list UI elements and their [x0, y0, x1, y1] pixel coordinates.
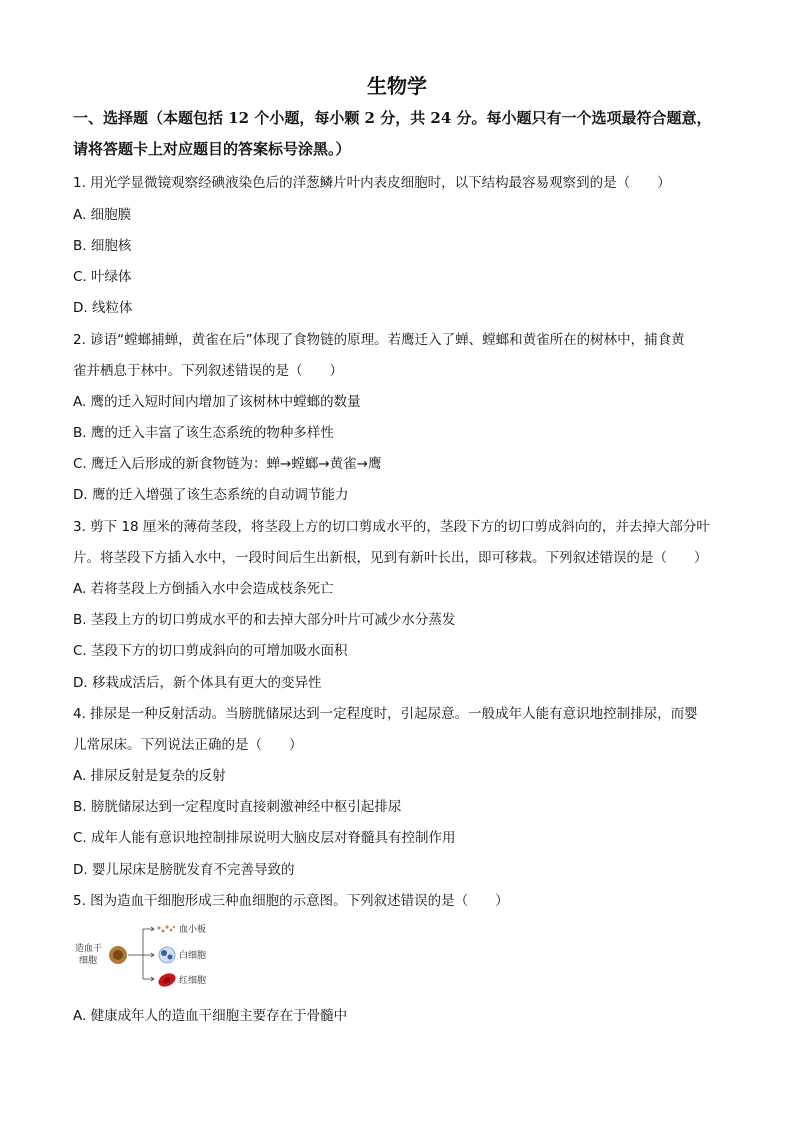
page-title: 生物学 [367, 74, 427, 98]
question-4-option-b[interactable]: B. 膀胱储尿达到一定程度时直接刺激神经中枢引起排尿 [73, 799, 402, 815]
section-heading-line-1: 一、选择题（本题包括 12 个小题，每小颗 2 分，共 24 分。每小题只有一个选项最符合题意， [73, 109, 712, 127]
white-blood-cell-icon [159, 947, 175, 963]
platelet-icon [157, 925, 175, 932]
question-2-option-a[interactable]: A. 鹰的迁入短时间内增加了该树林中螳螂的数量 [73, 394, 361, 410]
question-4-option-a[interactable]: A. 排尿反射是复杂的反射 [73, 768, 226, 784]
diagram-target-rbc: 红细胞 [179, 976, 207, 986]
question-3-option-a[interactable]: A. 若将茎段上方倒插入水中会造成枝条死亡 [73, 581, 334, 597]
question-3-stem-line-1: 3. 剪下 18 厘米的薄荷茎段，将茎段上方的切口剪成水平的，茎段下方的切口剪成斜向的，并去掉大部分叶 [73, 519, 710, 535]
question-4-option-c[interactable]: C. 成年人能有意识地控制排尿说明大脑皮层对脊髓具有控制作用 [73, 830, 456, 846]
question-5-option-a[interactable]: A. 健康成年人的造血干细胞主要存在于骨髓中 [73, 1008, 348, 1024]
stem-cell-icon [109, 946, 127, 964]
question-1-option-a[interactable]: A. 细胞膜 [73, 207, 132, 223]
diagram-target-wbc: 白细胞 [179, 951, 207, 961]
question-3-stem-line-2: 片。将茎段下方插入水中，一段时间后生出新根，见到有新叶长出，即可移栽。下列叙述错误的是（ ） [73, 550, 708, 566]
question-1-option-b[interactable]: B. 细胞核 [73, 238, 132, 254]
question-4-stem-line-1: 4. 排尿是一种反射活动。当膀胱储尿达到一定程度时，引起尿意。一般成年人能有意识地控制排尿，而婴 [73, 706, 698, 722]
question-1-option-d[interactable]: D. 线粒体 [73, 300, 133, 316]
question-2-stem-line-1: 2. 谚语“螳螂捕蝉，黄雀在后”体现了食物链的原理。若鹰迁入了蝉、螳螂和黄雀所在的树林中，捕食黄 [73, 332, 685, 348]
diagram-target-platelet: 血小板 [179, 925, 207, 935]
diagram-source-label-2: 细胞 [79, 956, 98, 966]
question-3-option-c[interactable]: C. 茎段下方的切口剪成斜向的可增加吸水面积 [73, 643, 348, 659]
blood-cell-diagram [73, 915, 243, 995]
question-4-option-d[interactable]: D. 婴儿尿床是膀胱发育不完善导致的 [73, 862, 295, 878]
question-2-option-b[interactable]: B. 鹰的迁入丰富了该生态系统的物种多样性 [73, 425, 334, 441]
question-2-option-d[interactable]: D. 鹰的迁入增强了该生态系统的自动调节能力 [73, 487, 349, 503]
question-3-option-d[interactable]: D. 移栽成活后，新个体具有更大的变异性 [73, 675, 322, 691]
diagram-source-label-1: 造血干 [75, 944, 103, 954]
question-2-stem-line-2: 雀并栖息于林中。下列叙述错误的是（ ） [73, 363, 343, 379]
section-heading-line-2: 请将答题卡上对应题目的答案标号涂黑。） [73, 140, 351, 158]
question-1-option-c[interactable]: C. 叶绿体 [73, 269, 132, 285]
question-2-option-c[interactable]: C. 鹰迁入后形成的新食物链为：蝉→螳螂→黄雀→鹰 [73, 456, 382, 472]
section-heading [73, 103, 723, 165]
red-blood-cell-icon [156, 971, 177, 989]
branch-arrows [128, 927, 154, 981]
question-1-stem: 1. 用光学显微镜观察经碘液染色后的洋葱鳞片叶内表皮细胞时，以下结构最容易观察到的是（ ） [73, 175, 671, 191]
question-5-stem: 5. 图为造血干细胞形成三种血细胞的示意图。下列叙述错误的是（ ） [73, 893, 509, 909]
question-4-stem-line-2: 儿常尿床。下列说法正确的是（ ） [73, 737, 303, 753]
question-3-option-b[interactable]: B. 茎段上方的切口剪成水平的和去掉大部分叶片可减少水分蒸发 [73, 612, 456, 628]
